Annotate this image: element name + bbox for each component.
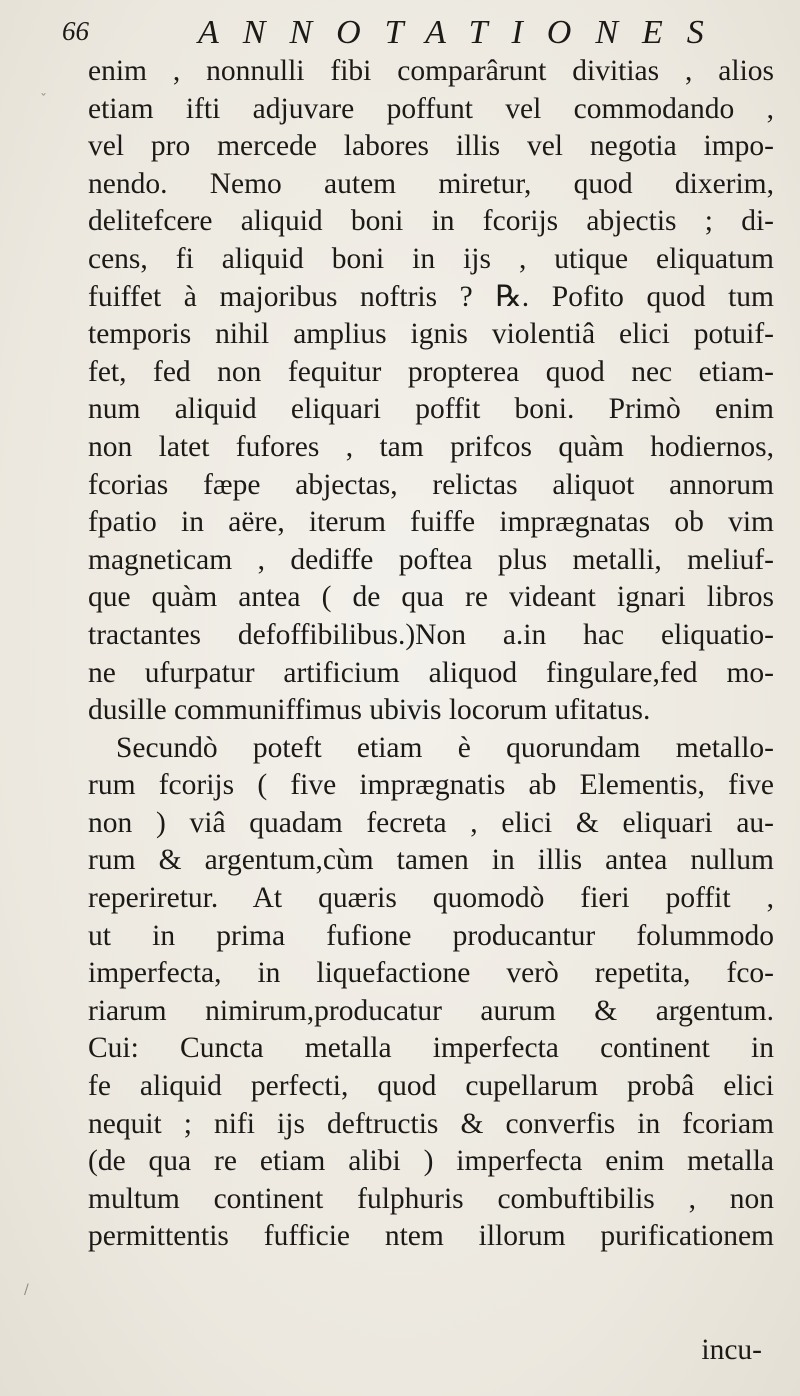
running-head	[62, 14, 774, 54]
text-line: fpatio in aëre, iterum fuiffe imprægnatas ob vim	[88, 506, 774, 539]
running-head-title: ANNOTATIONES	[198, 14, 728, 51]
text-line: rum & argentum,cùm tamen in illis antea nullum	[88, 844, 774, 877]
text-line: ut in prima fufione producantur folummodo	[88, 919, 774, 952]
text-line: cens, fi aliquid boni in ijs , utique eliquatum	[88, 242, 774, 275]
text-line: permittentis fufficie ntem illorum purificationem	[88, 1220, 774, 1253]
margin-tick-mark: ˇ	[40, 92, 47, 108]
text-line: magneticam , dediffe poftea plus metalli, meliuf-	[88, 543, 774, 576]
text-line: fet, fed non fequitur propterea quod nec etiam-	[88, 355, 774, 388]
text-line: num aliquid eliquari poffit boni. Primò enim	[88, 393, 774, 426]
text-line: non latet fufores , tam prifcos quàm hodiernos,	[88, 430, 774, 463]
text-line: Cui: Cuncta metalla imperfecta continent in	[88, 1032, 774, 1065]
text-line: reperiretur. At quæris quomodò fieri poffit ,	[88, 882, 774, 915]
text-line: rum fcorijs ( five imprægnatis ab Elementis, five	[88, 769, 774, 802]
body-text	[88, 53, 774, 1256]
text-line: non ) viâ quadam fecreta , elici & eliquari au-	[88, 806, 774, 839]
text-line: fe aliquid perfecti, quod cupellarum probâ elici	[88, 1070, 774, 1103]
text-line: vel pro mercede labores illis vel negotia impo-	[88, 130, 774, 163]
text-line: multum continent fulphuris combuftibilis , non	[88, 1182, 774, 1215]
text-line: Secundò poteft etiam è quorundam metallo-	[116, 731, 774, 764]
text-line: (de qua re etiam alibi ) imperfecta enim metalla	[88, 1145, 774, 1178]
text-line: ne ufurpatur artificium aliquod fingulare,fed mo-	[88, 656, 774, 689]
text-line: fuiffet à majoribus noftris ? ℞. Pofito quod tum	[88, 280, 774, 313]
text-line: tractantes defoffibilibus.)Non a.in hac eliquatio-	[88, 618, 774, 651]
text-line: fcorias fæpe abjectas, relictas aliquot annorum	[88, 468, 774, 501]
catchword: incu-	[701, 1334, 762, 1366]
text-line: imperfecta, in liquefactione verò repetita, fco-	[88, 957, 774, 990]
text-line: etiam ifti adjuvare poffunt vel commodando ,	[88, 92, 774, 125]
text-line: dusille communiffimus ubivis locorum ufitatus.	[88, 694, 651, 727]
text-line: enim , nonnulli fibi comparârunt divitias , alios	[88, 55, 774, 87]
text-line: riarum nimirum,producatur aurum & argentum.	[88, 994, 774, 1027]
text-line: delitefcere aliquid boni in fcorijs abjectis ; di-	[88, 205, 774, 238]
margin-tick-mark: /	[24, 1282, 29, 1298]
text-line: temporis nihil amplius ignis violentiâ elici potuif-	[88, 318, 774, 351]
text-line: que quàm antea ( de qua re videant ignari libros	[88, 581, 774, 614]
text-line: nequit ; nifi ijs deftructis & converfis in fcoriam	[88, 1107, 774, 1140]
text-line: nendo. Nemo autem miretur, quod dixerim,	[88, 167, 774, 200]
page-number: 66	[62, 16, 89, 46]
